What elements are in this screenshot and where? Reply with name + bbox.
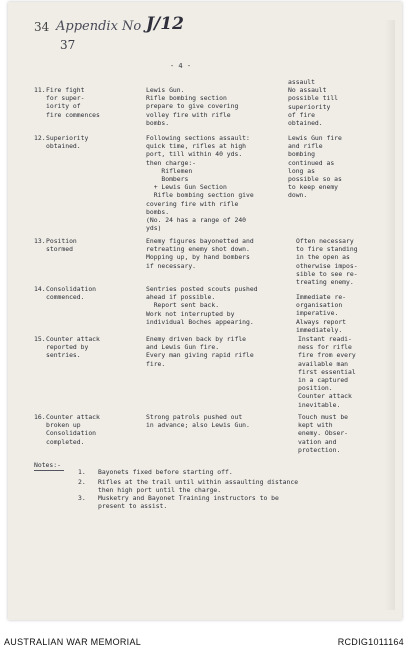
folio-number: 37	[60, 38, 76, 52]
note-number: 3.	[78, 494, 86, 502]
notes-heading: Notes:-	[34, 461, 61, 469]
row-number: 16.	[34, 413, 46, 421]
note-text: Musketry and Bayonet Training instructors to be present to assist.	[98, 494, 279, 511]
note-text: Bayonets fixed before starting off.	[98, 468, 233, 476]
row-situation: Position stormed	[46, 237, 77, 254]
page-number: - 4 -	[170, 62, 192, 70]
footer-reference: RCDIG1011164	[337, 637, 404, 647]
row-number: 12.	[34, 134, 46, 142]
row-situation: Superiority obtained.	[46, 134, 89, 151]
row-number: 13.	[34, 237, 46, 245]
row-situation: Fire fight for super- iority of fire commences	[46, 86, 100, 119]
appendix-label: Appendix No	[56, 19, 142, 34]
row-number: 11.	[34, 86, 46, 94]
appendix-number: J/12	[146, 14, 184, 34]
row-remarks: Immediate re- organisation imperative. Always report immediately.	[296, 293, 347, 334]
row-action: Following sections assault: quick time, rifles at high port, till within 40 yds. then charge:- Riflemen Bombers + Lewis Gun Section Rifle bombing section give covering fire with rifle bombs. (No. 24 has a range of 240 yds)	[146, 134, 254, 233]
footer-institution: AUSTRALIAN WAR MEMORIAL	[4, 637, 142, 647]
row-remarks: Lewis Gun fire and rifle bombing continued as long as possible so as to keep enemy down.	[288, 134, 342, 200]
note-text: Rifles at the trail until within assaulting distance then high port until the charge.	[98, 478, 299, 495]
note-number: 1.	[78, 468, 86, 476]
row-situation: Counter attack reported by sentries.	[46, 335, 100, 360]
notes-underline	[34, 470, 64, 471]
row-remarks: Instant readi- ness for rifle fire from every available man first essential in a captured position. Counter attack inevitable.	[298, 335, 356, 409]
row-action: Lewis Gun. Rifle bombing section prepare to give covering volley fire with rifle bombs.	[146, 86, 239, 127]
page-edge-shadow	[385, 20, 395, 610]
row-remarks: Often necessary to fire standing in the open as otherwise impos- sible to see re- treating enemy.	[296, 237, 358, 287]
row-action: Enemy driven back by rifle and Lewis Gun fire. Every man giving rapid rifle fire.	[146, 335, 254, 368]
row-action: Enemy figures bayonetted and retreating enemy shot down. Mopping up, by hand bombers if necessary.	[146, 237, 254, 270]
stamp-mark: 34	[34, 20, 50, 34]
row-number: 14.	[34, 285, 46, 293]
row-situation: Consolidation commenced.	[46, 285, 97, 302]
row-remarks: assault No assault possible till superiority of fire obtained.	[288, 78, 339, 128]
row-remarks: Touch must be kept with enemy. Obser- vation and protection.	[298, 413, 349, 454]
note-number: 2.	[78, 478, 86, 486]
row-situation: Counter attack broken up Consolidation completed.	[46, 413, 100, 446]
row-action: Strong patrols pushed out in advance; also Lewis Gun.	[146, 413, 250, 430]
row-number: 15.	[34, 335, 46, 343]
row-action: Sentries posted scouts pushed ahead if possible. Report sent back. Work not interrupted by individual Boches appearing.	[146, 285, 258, 326]
